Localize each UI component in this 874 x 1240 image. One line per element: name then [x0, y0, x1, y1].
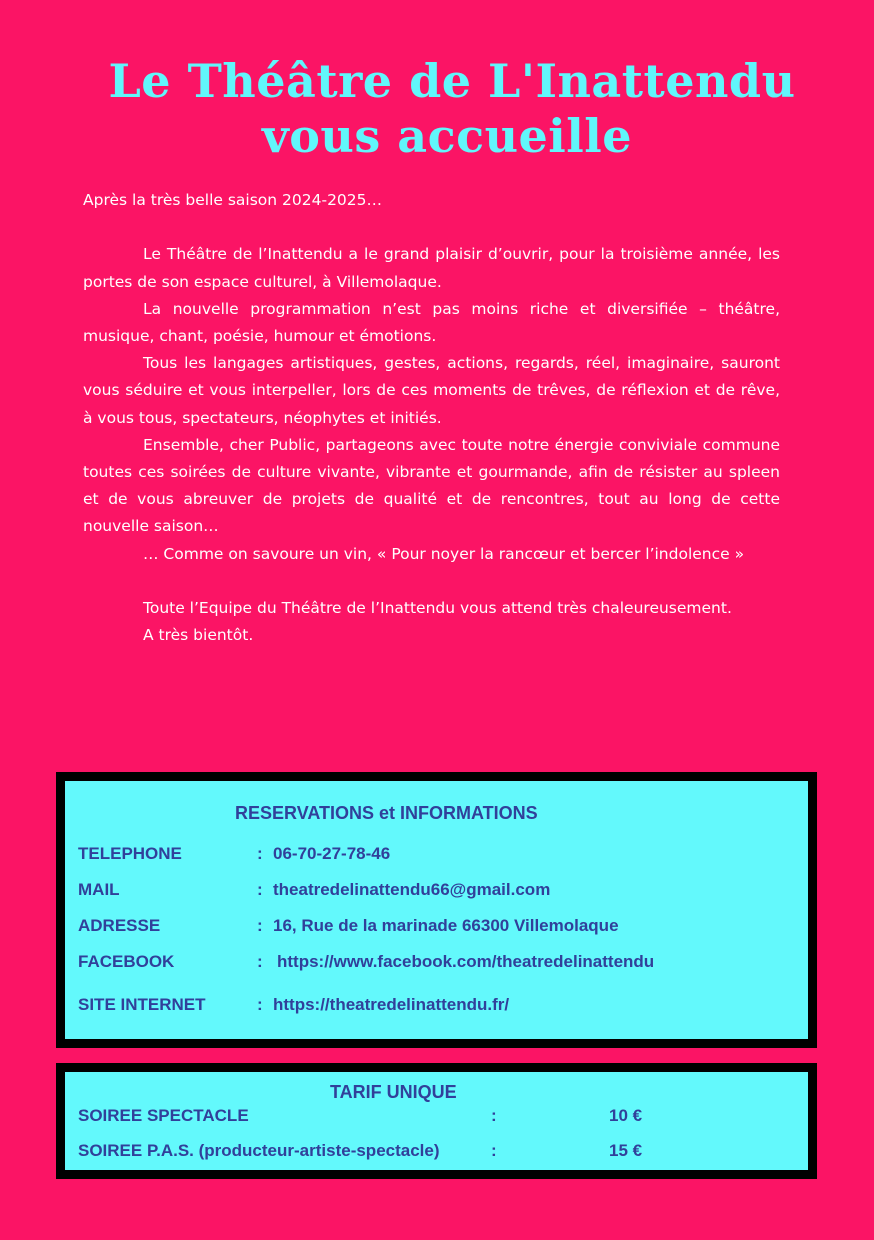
title-line-2: vous accueille — [262, 109, 632, 163]
closing-line: A très bientôt. — [143, 626, 254, 645]
telephone-value[interactable]: 06-70-27-78-46 — [273, 844, 391, 863]
page-title — [0, 54, 874, 164]
info-separator: : — [257, 916, 263, 935]
tarif-label: SOIREE P.A.S. (producteur-artiste-spectacle) — [78, 1141, 440, 1160]
intro-text — [83, 187, 780, 649]
website-link[interactable]: https://theatredelinattendu.fr/ — [273, 995, 510, 1014]
info-separator: : — [257, 880, 263, 899]
intro-paragraph: … Comme on savoure un vin, « Pour noyer la rancœur et bercer l’indolence » — [143, 544, 745, 563]
info-separator: : — [257, 952, 263, 971]
title-line-1: Le Théâtre de L'Inattendu — [108, 54, 796, 108]
intro-paragraph: Après la très belle saison 2024-2025… — [83, 191, 383, 209]
intro-paragraph: Tous les langages artistiques, gestes, actions, regards, réel, imaginaire, sauront vous séduire et vous interpeller, lors de ces moments de trêves, de réflexion et de rêve, à vous tous, spectateurs, néophytes et initiés. — [83, 354, 780, 427]
info-label: ADRESSE — [78, 916, 161, 935]
tarif-heading: TARIF UNIQUE — [330, 1082, 457, 1102]
info-separator: : — [257, 995, 263, 1014]
info-heading: RESERVATIONS et INFORMATIONS — [235, 803, 538, 823]
tarif-price: 15 € — [609, 1141, 643, 1160]
tarif-price: 10 € — [609, 1106, 643, 1125]
info-separator: : — [257, 844, 263, 863]
address-value: 16, Rue de la marinade 66300 Villemolaque — [273, 916, 619, 935]
tarif-separator: : — [491, 1141, 497, 1160]
info-label: MAIL — [78, 880, 120, 899]
info-label: SITE INTERNET — [78, 995, 206, 1014]
intro-paragraph: Le Théâtre de l’Inattendu a le grand plaisir d’ouvrir, pour la troisième année, les portes de son espace culturel, à Villemolaque. — [83, 245, 780, 291]
intro-paragraph: Toute l’Equipe du Théâtre de l’Inattendu vous attend très chaleureusement. — [143, 599, 732, 618]
info-label: TELEPHONE — [78, 844, 182, 863]
facebook-link[interactable]: https://www.facebook.com/theatredelinattendu — [277, 952, 655, 971]
intro-paragraph: Ensemble, cher Public, partageons avec toute notre énergie conviviale commune toutes ces soirées de culture vivante, vibrante et gourmande, afin de résister au spleen et de vous abreuver de projets de qualité et de rencontres, tout au long de cette nouvelle saison… — [83, 435, 780, 536]
email-link[interactable]: theatredelinattendu66@gmail.com — [273, 880, 551, 899]
reservations-info-box — [56, 772, 817, 1048]
info-label: FACEBOOK — [78, 952, 175, 971]
tarif-label: SOIREE SPECTACLE — [78, 1106, 249, 1125]
intro-paragraph: La nouvelle programmation n’est pas moins riche et diversifiée – théâtre, musique, chant, poésie, humour et émotions. — [83, 299, 780, 345]
tarif-box — [56, 1063, 817, 1179]
tarif-separator: : — [491, 1106, 497, 1125]
